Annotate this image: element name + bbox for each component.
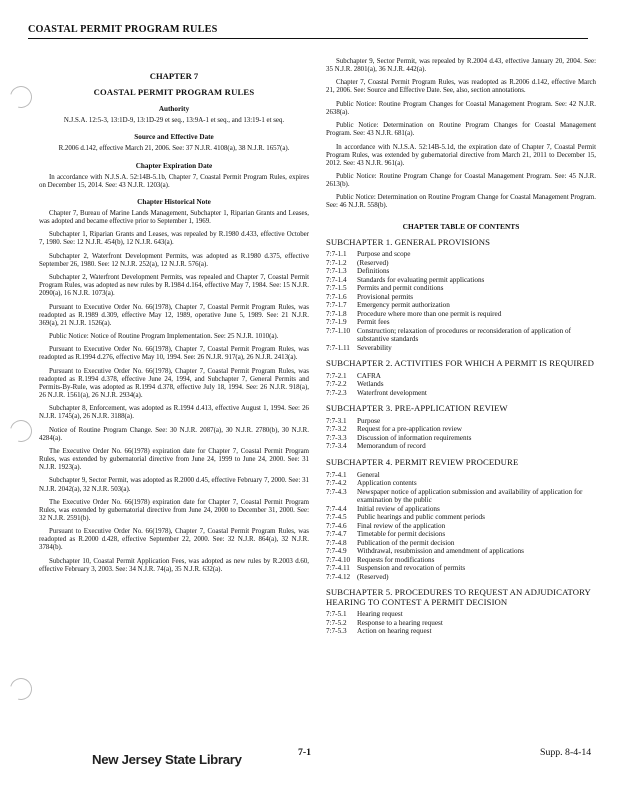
history-paragraph: Subchapter 2, Waterfront Development Permits, was repealed and Chapter 7, Coastal Permit Program Rules, was adopted as new rules by R.1984 d.164, effective May 7, 1984. See: 15 N.J.R. 2090(a), 16 N.J.R. 1073(a). xyxy=(39,274,309,298)
history-paragraph: In accordance with N.J.S.A. 52:14B-5.1d, the expiration date of Chapter 7, Coastal Permit Program Rules, was extended by gubernatorial directive from March 21, 2011 to December 15, 2012. See: 43 N.J.R. 961(a). xyxy=(326,143,596,167)
section-title: Initial review of applications xyxy=(357,504,440,513)
history-paragraph: Subchapter 1, Riparian Grants and Leases, was repealed by R.1980 d.433, effective October 7, 1980. See: 12 N.J.R. 454(b), 12 N.J.R. 643(a). xyxy=(39,231,309,247)
subchapter-heading: SUBCHAPTER 4. PERMIT REVIEW PROCEDURE xyxy=(326,456,519,467)
history-paragraph: Pursuant to Executive Order No. 66(1978), Chapter 7, Coastal Permit Program Rules, was readopted as R.2000 d.428, effective September 22, 2000. See: 32 N.J.R. 864(a), 32 N.J.R. 3784(b). xyxy=(39,528,309,552)
section-number: 7:7-4.9 xyxy=(326,547,347,555)
right-column xyxy=(326,58,596,758)
section-title: (Reserved) xyxy=(357,258,389,267)
section-number: 7:7-1.10 xyxy=(326,326,351,335)
section-number: 7:7-1.5 xyxy=(326,284,347,293)
history-paragraph: Pursuant to Executive Order No. 66(1978), Chapter 7, Coastal Permit Program Rules, was readopted as R.1989 d.309, effective May 12, 1989, operative June 5, 1989. See: 21 N.J.R. 369(a), 21 N.J.R. 1526(a). xyxy=(39,303,309,327)
section-number: 7:7-4.12 xyxy=(326,572,351,581)
section-number: 7:7-4.3 xyxy=(326,487,347,496)
toc-entry xyxy=(326,389,596,398)
section-title: Public hearings and public comment periods xyxy=(357,513,485,521)
history-paragraph: Public Notice: Determination on Routine Program Changes for Coastal Management Program. See: 43 N.J.R. 681(a). xyxy=(326,122,596,138)
section-title: Final review of the application xyxy=(357,521,446,530)
section-title: Application contents xyxy=(357,479,417,487)
authority-heading: Authority xyxy=(158,105,190,114)
section-number: 7:7-4.5 xyxy=(326,513,347,521)
section-number: 7:7-1.2 xyxy=(326,258,347,267)
section-number: 7:7-1.7 xyxy=(326,301,347,310)
section-number: 7:7-4.2 xyxy=(326,479,347,487)
section-title: Standards for evaluating permit applications xyxy=(357,275,485,284)
toc-entry xyxy=(326,425,596,434)
section-title: Newspaper notice of application submission and availability of application for examination by the public xyxy=(357,487,583,504)
history-paragraph: Public Notice: Notice of Routine Program Implementation. See: 25 N.J.R. 1010(a). xyxy=(49,333,279,340)
punch-hole xyxy=(6,416,36,446)
subchapter-heading: SUBCHAPTER 5. PROCEDURES TO REQUEST AN ADJUDICATORY HEARING TO CONTEST A PERMIT DECISION xyxy=(326,587,591,607)
history-paragraph: Subchapter 9, Sector Permit, was adopted as R.2000 d.45, effective February 7, 2000. See: 31 N.J.R. 2042(a), 32 N.J.R. 503(a). xyxy=(39,477,309,493)
section-title: Memorandum of record xyxy=(357,442,426,451)
toc-entry xyxy=(326,293,596,302)
section-number: 7:7-4.8 xyxy=(326,538,347,547)
history-paragraph: Public Notice: Routine Program Change for Coastal Management Program. See: 45 N.J.R. 2613(b). xyxy=(326,172,596,189)
toc-entry xyxy=(326,479,596,488)
toc-entry xyxy=(326,250,596,259)
punch-hole xyxy=(6,674,36,704)
section-title: Procedure where more than one permit is required xyxy=(357,309,502,318)
chapter-heading: CHAPTER 7 xyxy=(149,71,199,81)
section-title: Withdrawal, resubmission and amendment of applications xyxy=(357,547,524,555)
history-paragraph: Chapter 7, Coastal Permit Program Rules, was readopted as R.2006 d.142, effective March 21, 2006. See: Source and Effective Date. See, also, section annotations. xyxy=(326,79,596,95)
history-paragraph: The Executive Order No. 66(1978) expiration date for Chapter 7, Coastal Permit Program Rules, was extended by gubernatorial directive from June 24, 1999 to June 24, 2000. See: 31 N.J.R. 1923(a). xyxy=(39,447,309,472)
section-title: (Reserved) xyxy=(357,572,389,581)
section-number: 7:7-3.2 xyxy=(326,425,347,434)
toc-entry xyxy=(326,471,596,480)
section-number: 7:7-3.3 xyxy=(326,433,347,442)
section-title: Response to a hearing request xyxy=(357,618,443,627)
toc-entry xyxy=(326,372,596,381)
history-paragraph: Subchapter 10, Coastal Permit Application Fees, was adopted as new rules by R.2003 d.60, effective February 3, 2003. See: 34 N.J.R. 74(a), 35 N.J.R. 632(a). xyxy=(39,557,309,573)
section-title: Suspension and revocation of permits xyxy=(357,564,466,572)
section-number: 7:7-4.4 xyxy=(326,504,347,513)
section-title: Purpose and scope xyxy=(357,250,411,259)
toc-entry xyxy=(326,547,596,556)
history-heading: Chapter Historical Note xyxy=(137,197,211,206)
toc-entry xyxy=(326,530,596,539)
section-title: Timetable for permit decisions xyxy=(357,530,446,538)
history-notes xyxy=(39,210,309,574)
section-title: CAFRA xyxy=(357,371,381,380)
toc-entry xyxy=(326,301,596,310)
toc-entry xyxy=(326,318,596,327)
toc-entry xyxy=(326,627,596,636)
toc-entry xyxy=(326,610,596,619)
section-title: Discussion of information requirements xyxy=(357,433,472,442)
section-number: 7:7-4.7 xyxy=(326,530,347,538)
history-paragraph: Subchapter 8, Enforcement, was adopted as R.1994 d.413, effective August 1, 1994. See: 26 N.J.R. 1745(a), 26 N.J.R. 3188(a). xyxy=(39,405,309,421)
history-paragraph: Subchapter 2, Waterfront Development Permits, was adopted as R.1980 d.375, effective September 26, 1980. See: 12 N.J.R. 252(a), 12 N.J.R. 576(a). xyxy=(39,252,309,268)
section-title: Definitions xyxy=(357,267,390,276)
toc-title: CHAPTER TABLE OF CONTENTS xyxy=(402,221,520,231)
section-title: Request for a pre-application review xyxy=(357,425,462,434)
supplement-date: Supp. 8-4-14 xyxy=(540,747,592,758)
toc-entry xyxy=(326,259,596,268)
section-number: 7:7-4.10 xyxy=(326,555,351,564)
subchapter-heading: SUBCHAPTER 1. GENERAL PROVISIONS xyxy=(326,236,491,247)
section-title: Permit fees xyxy=(357,318,390,327)
toc-entry xyxy=(326,513,596,522)
section-number: 7:7-3.1 xyxy=(326,416,347,425)
section-title: Publication of the permit decision xyxy=(357,538,455,547)
section-number: 7:7-1.8 xyxy=(326,309,347,318)
toc-entry xyxy=(326,505,596,514)
toc-entry xyxy=(326,564,596,573)
history-paragraph: The Executive Order No. 66(1978) expiration date for Chapter 7, Coastal Permit Program Rules, was extended by gubernatorial directive from June 24, 2000 to December 31, 2000. See: 32 N.J.R. 2591(b). xyxy=(39,498,309,522)
punch-hole xyxy=(6,82,36,112)
section-title: Severability xyxy=(357,343,392,352)
section-number: 7:7-5.3 xyxy=(326,627,347,636)
section-title: Requests for modifications xyxy=(357,555,435,564)
section-title: Construction; relaxation of procedures or reconsideration of application of substantive standards xyxy=(357,326,571,344)
left-column xyxy=(39,60,312,760)
toc-entry xyxy=(326,276,596,285)
section-number: 7:7-2.1 xyxy=(326,371,347,380)
historical-notes-continued xyxy=(326,58,596,211)
toc-entry xyxy=(326,556,596,565)
toc-entry xyxy=(326,442,596,451)
history-paragraph: Chapter 7, Bureau of Marine Lands Management, Subchapter 1, Riparian Grants and Leases, was adopted and became effective prior to September 1, 1969. xyxy=(39,209,309,226)
table-of-contents xyxy=(326,238,596,636)
section-title: General xyxy=(357,470,380,479)
toc-entry xyxy=(326,327,596,344)
history-paragraph: Pursuant to Executive Order No. 66(1978), Chapter 7, Coastal Permit Program Rules, was readopted as R.1994 d.378, effective June 24, 1994, and Subchapter 7, General Permits and Permits-By-Rule, was adopted as R.1994 d.378, effective July 18, 1994. See: 26 N.J.R. 918(a), 26 N.J.R. 1561(a), 26 N.J.R. 2934(a). xyxy=(39,367,309,399)
toc-entry xyxy=(326,619,596,628)
source-heading: Source and Effective Date xyxy=(134,133,214,142)
section-number: 7:7-2.2 xyxy=(326,380,347,389)
subchapter-heading: SUBCHAPTER 2. ACTIVITIES FOR WHICH A PERMIT IS REQUIRED xyxy=(326,358,594,369)
section-number: 7:7-1.6 xyxy=(326,292,347,301)
expiration-text: In accordance with N.J.S.A. 52:14B-5.1b, Chapter 7, Coastal Permit Program Rules, expires on December 15, 2014. See: 43 N.J.R. 1203(a). xyxy=(39,173,309,189)
section-number: 7:7-1.11 xyxy=(326,343,350,352)
section-title: Hearing request xyxy=(357,610,403,619)
toc-entry xyxy=(326,284,596,293)
section-title: Purpose xyxy=(357,416,381,425)
library-stamp: New Jersey State Library xyxy=(92,752,242,767)
authority-text: N.J.S.A. 12:5-3, 13:1D-9, 13:1D-29 et seq., 13:9A-1 et seq., and 13:19-1 et seq. xyxy=(63,117,285,125)
history-paragraph: Public Notice: Determination on Routine Program Change for Coastal Management Program. See: 46 N.J.R. 558(b). xyxy=(326,194,596,210)
section-number: 7:7-1.1 xyxy=(326,250,347,259)
section-title: Emergency permit authorization xyxy=(357,301,450,310)
expiration-heading: Chapter Expiration Date xyxy=(135,161,213,170)
chapter-title: COASTAL PERMIT PROGRAM RULES xyxy=(93,87,255,98)
toc-entry xyxy=(326,344,596,353)
toc-entry xyxy=(326,522,596,531)
toc-entry xyxy=(326,310,596,319)
section-title: Wetlands xyxy=(357,380,384,389)
running-head: COASTAL PERMIT PROGRAM RULES xyxy=(28,24,588,39)
toc-entry xyxy=(326,267,596,276)
section-number: 7:7-4.1 xyxy=(326,470,347,479)
toc-entry xyxy=(326,434,596,443)
section-number: 7:7-4.11 xyxy=(326,564,350,572)
toc-entry xyxy=(326,380,596,389)
section-number: 7:7-2.3 xyxy=(326,388,347,397)
section-number: 7:7-5.2 xyxy=(326,618,347,627)
section-title: Permits and permit conditions xyxy=(357,284,444,293)
section-number: 7:7-5.1 xyxy=(326,610,347,619)
history-paragraph: Pursuant to Executive Order No. 66(1978), Chapter 7, Coastal Permit Program Rules, was readopted as R.1994 d.276, effective May 10, 1994. See: 26 N.J.R. 917(a), 26 N.J.R. 2413(a). xyxy=(39,346,309,362)
section-title: Waterfront development xyxy=(357,388,427,397)
toc-entry xyxy=(326,539,596,548)
section-title: Provisional permits xyxy=(357,292,414,301)
history-paragraph: Subchapter 9, Sector Permit, was repealed by R.2004 d.43, effective January 20, 2004. See: 35 N.J.R. 2801(a), 36 N.J.R. 442(a). xyxy=(326,58,596,74)
section-number: 7:7-1.4 xyxy=(326,275,347,284)
section-number: 7:7-4.6 xyxy=(326,521,347,530)
section-number: 7:7-1.9 xyxy=(326,318,347,327)
section-title: Action on hearing request xyxy=(357,627,432,636)
toc-entry xyxy=(326,573,596,582)
toc-entry xyxy=(326,417,596,426)
toc-entry xyxy=(326,488,596,505)
source-text: R.2006 d.142, effective March 21, 2006. See: 37 N.J.R. 4108(a), 38 N.J.R. 1657(a). xyxy=(58,145,290,153)
history-paragraph: Public Notice: Routine Program Changes for Coastal Management Program. See: 42 N.J.R. 2638(a). xyxy=(326,100,596,116)
subchapter-heading: SUBCHAPTER 3. PRE-APPLICATION REVIEW xyxy=(326,403,508,414)
history-paragraph: Notice of Routine Program Change. See: 30 N.J.R. 2087(a), 30 N.J.R. 2780(b), 30 N.J.R. 4284(a). xyxy=(39,426,309,442)
page-number: 7-1 xyxy=(298,747,312,758)
section-number: 7:7-1.3 xyxy=(326,267,347,276)
section-number: 7:7-3.4 xyxy=(326,442,347,451)
